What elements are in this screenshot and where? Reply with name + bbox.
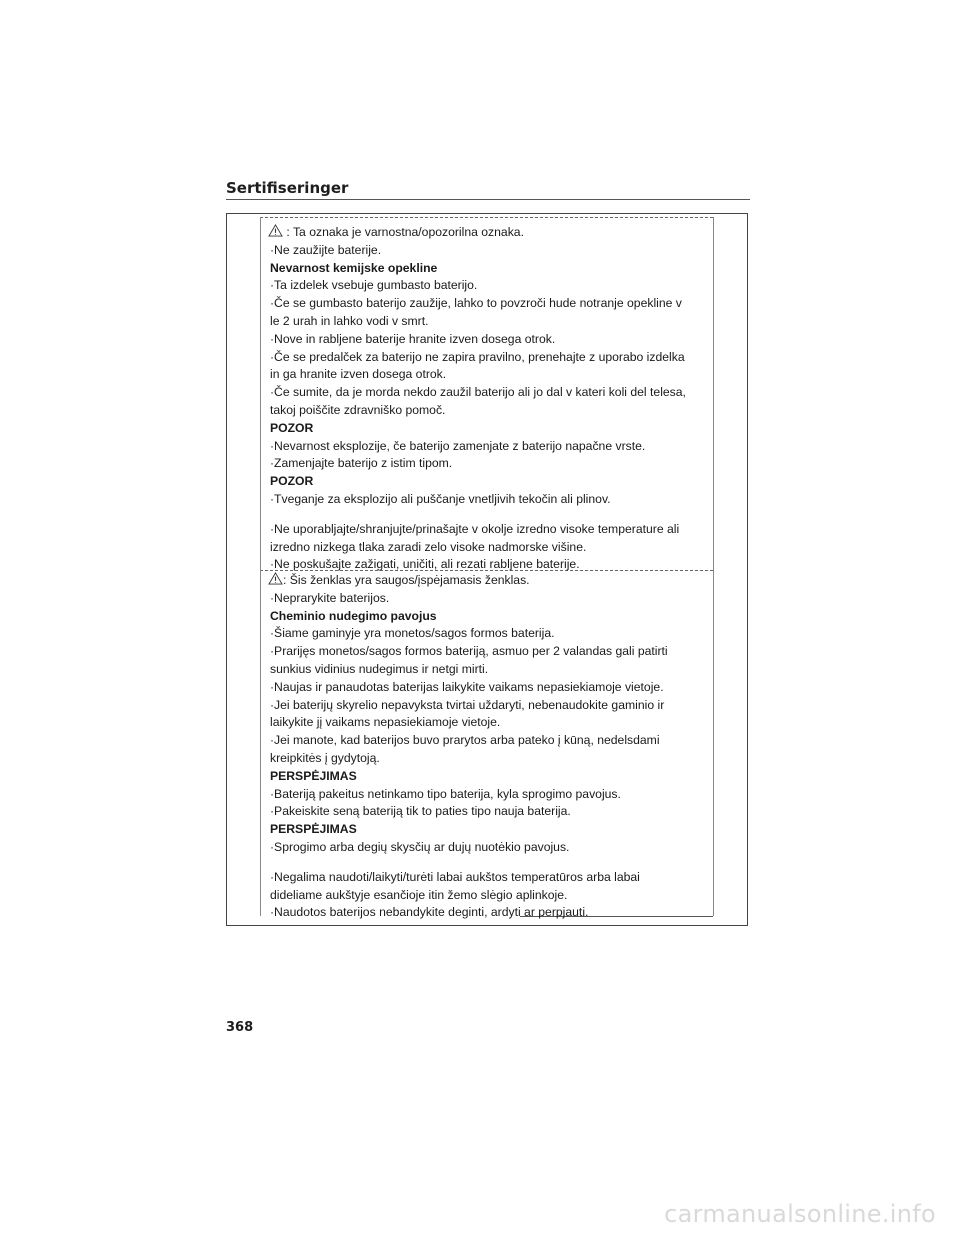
warning-line bbox=[270, 384, 710, 402]
warning-line bbox=[270, 887, 710, 905]
line-text: ·Prarijęs monetos/sagos formos bateriją, asmuo per 2 valandas gali patirti bbox=[270, 644, 668, 659]
warning-heading bbox=[270, 821, 710, 839]
line-text: in ga hranite izven dosega otrok. bbox=[270, 367, 447, 382]
warning-heading bbox=[270, 608, 710, 626]
lithuanian-warning-block bbox=[270, 572, 710, 922]
warning-line bbox=[270, 455, 710, 473]
line-text: Nevarnost kemijske opekline bbox=[270, 260, 438, 275]
line-text: PERSPĖJIMAS bbox=[270, 768, 357, 783]
slovenian-warning-block bbox=[270, 224, 710, 574]
warning-line bbox=[270, 679, 710, 697]
warning-line bbox=[270, 714, 710, 732]
line-text: ·Naujas ir panaudotas baterijas laikykite vaikams nepasiekiamoje vietoje. bbox=[270, 679, 664, 694]
warning-line bbox=[270, 331, 710, 349]
watermark: carmanualsonline.info bbox=[664, 1200, 936, 1228]
warning-line bbox=[270, 590, 710, 608]
line-text: ·Naudotos baterijos nebandykite deginti, ardyti ar perpjauti. bbox=[270, 905, 589, 920]
line-text: sunkius vidinius nudegimus ir netgi mirti. bbox=[270, 661, 489, 676]
warning-line bbox=[270, 349, 710, 367]
line-text: ·Tveganje za eksplozijo ali puščanje vnetljivih tekočin ali plinov. bbox=[270, 491, 611, 506]
warning-line bbox=[270, 732, 710, 750]
line-text: : Ta oznaka je varnostna/opozorilna oznaka. bbox=[283, 225, 524, 239]
line-text: ·Jei baterijų skyrelio nepavyksta tvirtai uždaryti, nebenaudokite gaminio ir bbox=[270, 697, 665, 712]
scan-right-edge bbox=[713, 217, 714, 916]
warning-line bbox=[270, 224, 710, 242]
warning-line bbox=[270, 277, 710, 295]
line-text: ·Ta izdelek vsebuje gumbasto baterijo. bbox=[270, 278, 478, 293]
line-text: ·Ne poskušajte zažigati, uničiti, ali rezati rabljene baterije. bbox=[270, 557, 580, 572]
warning-triangle-icon bbox=[268, 224, 283, 237]
line-text: laikykite jį vaikams nepasiekiamoje vietoje. bbox=[270, 715, 501, 730]
warning-heading bbox=[270, 768, 710, 786]
warning-line bbox=[270, 869, 710, 887]
warning-line bbox=[270, 803, 710, 821]
line-text: kreipkitės į gydytoją. bbox=[270, 750, 380, 765]
line-text: ·Bateriją pakeitus netinkamo tipo baterija, kyla sprogimo pavojus. bbox=[270, 786, 621, 801]
line-text: ·Ne uporabljajte/shranjujte/prinašajte v okolje izredno visoke temperature ali bbox=[270, 521, 680, 536]
line-text: takoj poiščite zdravniško pomoč. bbox=[270, 402, 446, 417]
warning-line bbox=[270, 402, 710, 420]
line-text: : Šis ženklas yra saugos/įspėjamasis ženklas. bbox=[283, 573, 530, 587]
warning-line bbox=[270, 661, 710, 679]
scan-left-edge bbox=[260, 217, 261, 916]
section-title: Sertifiseringer bbox=[226, 179, 349, 197]
warning-line bbox=[270, 438, 710, 456]
line-text: PERSPĖJIMAS bbox=[270, 822, 357, 837]
warning-line bbox=[270, 643, 710, 661]
line-text: Cheminio nudegimo pavojus bbox=[270, 608, 437, 623]
line-text: ·Neprarykite baterijos. bbox=[270, 590, 390, 605]
warning-line bbox=[270, 572, 710, 590]
warning-triangle-icon bbox=[268, 572, 283, 585]
warning-line bbox=[270, 625, 710, 643]
warning-line bbox=[270, 904, 710, 922]
title-divider bbox=[226, 199, 750, 200]
warning-line bbox=[270, 697, 710, 715]
line-text: le 2 urah in lahko vodi v smrt. bbox=[270, 313, 429, 328]
warning-line bbox=[270, 491, 710, 509]
line-text: ·Nevarnost eksplozije, če baterijo zamenjate z baterijo napačne vrste. bbox=[270, 438, 646, 453]
line-text: ·Sprogimo arba degių skysčių ar dujų nuotėkio pavojus. bbox=[270, 839, 570, 854]
line-text: ·Ne zaužijte baterije. bbox=[270, 242, 382, 257]
line-text: ·Šiame gaminyje yra monetos/sagos formos baterija. bbox=[270, 626, 555, 641]
line-text: POZOR bbox=[270, 420, 314, 435]
line-text: ·Jei manote, kad baterijos buvo prarytos arba pateko į kūną, nedelsdami bbox=[270, 733, 660, 748]
line-text: ·Negalima naudoti/laikyti/turėti labai aukštos temperatūros arba labai bbox=[270, 869, 640, 884]
warning-line bbox=[270, 839, 710, 857]
warning-line bbox=[270, 750, 710, 768]
warning-line bbox=[270, 366, 710, 384]
warning-heading bbox=[270, 260, 710, 278]
warning-line bbox=[270, 521, 710, 539]
scan-top-border bbox=[260, 217, 713, 218]
line-text: ·Če se predalček za baterijo ne zapira pravilno, prenehajte z uporabo izdelka bbox=[270, 349, 685, 364]
line-text: izredno nizkega tlaka zaradi zelo visoke nadmorske višine. bbox=[270, 539, 587, 554]
warning-line bbox=[270, 786, 710, 804]
line-text: dideliame aukštyje esančioje itin žemo slėgio aplinkoje. bbox=[270, 887, 568, 902]
warning-heading bbox=[270, 473, 710, 491]
line-text: ·Če se gumbasto baterijo zaužije, lahko to povzroči hude notranje opekline v bbox=[270, 296, 682, 311]
warning-heading bbox=[270, 420, 710, 438]
line-text: ·Nove in rabljene baterije hranite izven dosega otrok. bbox=[270, 331, 556, 346]
warning-line bbox=[270, 295, 710, 313]
warning-line bbox=[270, 313, 710, 331]
paragraph-gap bbox=[270, 857, 710, 869]
warning-line bbox=[270, 539, 710, 557]
page-number: 368 bbox=[226, 1020, 254, 1035]
line-text: ·Če sumite, da je morda nekdo zaužil baterijo ali jo dal v kateri koli del telesa, bbox=[270, 385, 686, 400]
line-text: POZOR bbox=[270, 474, 314, 489]
line-text: ·Zamenjajte baterijo z istim tipom. bbox=[270, 456, 453, 471]
warning-line bbox=[270, 242, 710, 260]
paragraph-gap bbox=[270, 509, 710, 521]
line-text: ·Pakeiskite seną bateriją tik to paties tipo nauja baterija. bbox=[270, 804, 571, 819]
